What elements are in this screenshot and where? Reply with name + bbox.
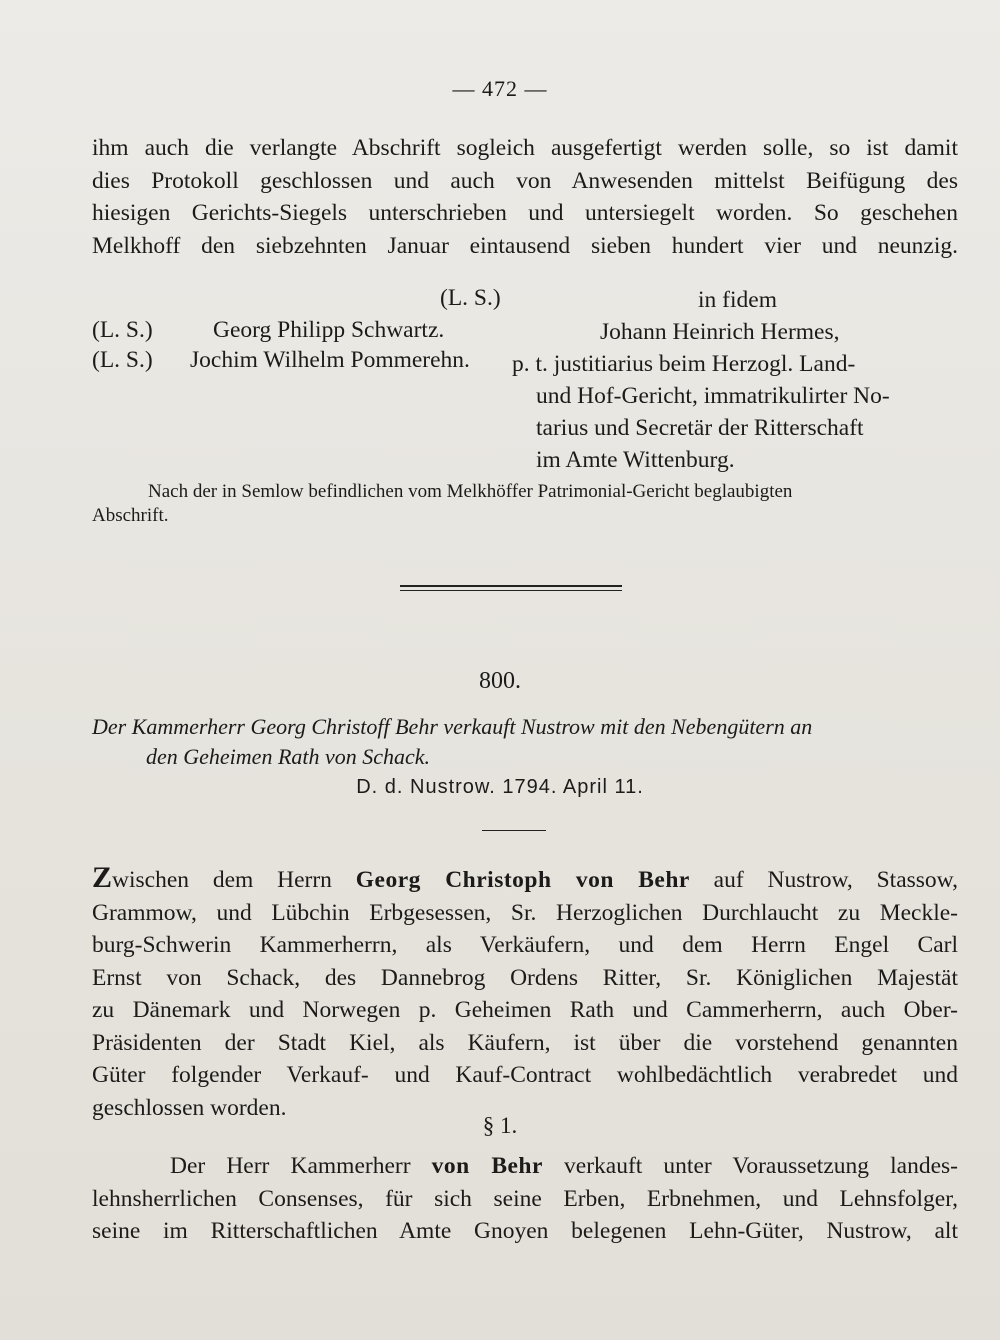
- seal-center: (L. S.): [440, 285, 501, 311]
- text-run: verkauft unter Voraussetzung landes-: [542, 1153, 958, 1179]
- text-line: zu Dänemark und Norwegen p. Geheimen Rath und Cammerherrn, auch Ober-: [92, 997, 958, 1023]
- signatory-name-1: Georg Philipp Schwartz.: [213, 317, 445, 343]
- text-line: Melkhoff den siebzehnten Januar eintausend sieben hundert vier und neunzig.: [92, 232, 958, 259]
- text-run: wischen dem Herrn: [112, 867, 356, 893]
- text-run: Der Herr Kammerherr: [170, 1153, 432, 1179]
- note-line: Nach der in Semlow befindlichen vom Melkhöffer Patrimonial-Gericht beglaubigten: [148, 481, 793, 502]
- text-line: ihm auch die verlangte Abschrift sogleich ausgefertigt werden solle, so ist damit: [92, 135, 958, 161]
- source-note: [92, 480, 952, 528]
- closing-paragraph: [92, 132, 958, 262]
- contract-paragraph: [92, 862, 958, 1124]
- document-number: 800.: [479, 668, 521, 694]
- dateline: D. d. Nustrow. 1794. April 11.: [356, 776, 644, 798]
- double-rule-divider: [400, 585, 622, 591]
- page-number: — 472 —: [452, 76, 548, 101]
- initial-letter: Z: [92, 861, 113, 894]
- text-line: hiesigen Gerichts-Siegels unterschrieben und untersiegelt worden. So geschehen: [92, 200, 958, 226]
- in-fidem: in fidem: [698, 287, 777, 313]
- text-line: lehnsherrlichen Consenses, für sich seine Erben, Erbnehmen, und Lehnsfolger,: [92, 1185, 958, 1212]
- short-rule-divider: [482, 830, 546, 831]
- text-line: Präsidenten der Stadt Kiel, als Käufern, ist über die vorstehend genannten: [92, 1029, 958, 1056]
- text-line: dies Protokoll geschlossen und auch von Anwesenden mittelst Beifügung des: [92, 167, 958, 194]
- document-heading: [92, 712, 952, 772]
- note-line: Abschrift.: [92, 505, 169, 526]
- notary-line: und Hof-Gericht, immatrikulirter No-: [536, 383, 890, 409]
- text-line: seine im Ritterschaftlichen Amte Gnoyen belegenen Lehn-Güter, Nustrow, alt: [92, 1218, 958, 1244]
- text-line: Grammow, und Lübchin Erbgesessen, Sr. Herzoglichen Durchlaucht zu Meckle-: [92, 899, 958, 926]
- party-name: von Behr: [431, 1153, 543, 1179]
- text-run: auf Nustrow, Stassow,: [689, 867, 958, 893]
- text-line: [92, 1150, 958, 1183]
- text-line: Ernst von Schack, des Dannebrog Ordens Ritter, Sr. Königlichen Majestät: [92, 964, 958, 991]
- text-line: Güter folgender Verkauf- und Kauf-Contract wohlbedächtlich verabredet und: [92, 1062, 958, 1088]
- text-line: [92, 862, 958, 897]
- party-name: Georg Christoph von Behr: [355, 867, 690, 893]
- notary-line: tarius und Secretär der Ritterschaft: [536, 415, 864, 441]
- seal-left-2: (L. S.): [92, 347, 153, 373]
- text-line: burg-Schwerin Kammerherrn, als Verkäufern, und dem Herrn Engel Carl: [92, 932, 958, 958]
- heading-line: Der Kammerherr Georg Christoff Behr verkauft Nustrow mit den Nebengütern an: [92, 714, 813, 739]
- heading-line: den Geheimen Rath von Schack.: [146, 744, 431, 769]
- section-mark: § 1.: [482, 1113, 518, 1138]
- notary-line: Johann Heinrich Hermes,: [600, 319, 840, 345]
- signatory-name-2: Jochim Wilhelm Pommerehn.: [190, 347, 470, 373]
- notary-line: p. t. justitiarius beim Herzogl. Land-: [512, 351, 856, 377]
- seal-left-1: (L. S.): [92, 317, 153, 343]
- section-paragraph: [92, 1150, 958, 1248]
- notary-line: im Amte Wittenburg.: [536, 447, 735, 473]
- text-line: geschlossen worden.: [92, 1094, 287, 1121]
